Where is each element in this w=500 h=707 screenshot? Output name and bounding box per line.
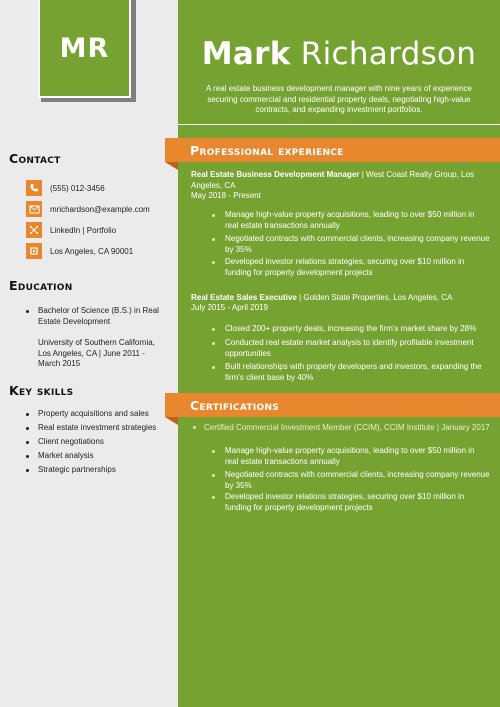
skills-heading: Key skills — [9, 383, 74, 398]
skill-item: Client negotiations — [38, 437, 104, 446]
job-title-line — [191, 293, 481, 304]
job-dates: May 2018 - Present — [191, 191, 261, 200]
bullet-dot — [212, 450, 215, 453]
bullet-dot — [212, 474, 215, 477]
contact-location — [26, 243, 133, 259]
cert-bullet: Developed investor relations strategies, securing over $10 million in funding for property development projects — [225, 492, 465, 512]
banner-fold — [165, 162, 178, 170]
job-title: Real Estate Business Development Manager — [191, 170, 360, 179]
job-bullet: Negotiated contracts with commercial clients, increasing company revenue by 35% — [225, 234, 490, 254]
job-bullet: Conducted real estate market analysis to identify profitable investment opportunities — [225, 338, 474, 358]
network-icon — [26, 222, 42, 238]
bullet-dot — [212, 328, 215, 331]
first-name: Mark — [201, 36, 291, 72]
banner-fold — [165, 417, 178, 425]
job-bullet: Built relationships with property developers and investors, expanding the firm's client base by 40% — [225, 362, 482, 382]
job-title-line — [191, 170, 476, 191]
skill-item: Strategic partnerships — [38, 465, 116, 474]
job-company: | Golden State Properties, Los Angeles, CA — [296, 293, 453, 302]
skill-item: Real estate investment strategies — [38, 423, 157, 432]
bullet-dot — [26, 441, 29, 444]
skill-item: Market analysis — [38, 451, 94, 460]
contact-links — [26, 222, 116, 238]
phone-icon — [26, 180, 42, 196]
certification-item: Certified Commercial Investment Member (CCIM), CCIM Institute | January 2017 — [204, 423, 490, 432]
job-title: Real Estate Sales Executive — [191, 293, 297, 302]
email-text[interactable]: mrichardson@example.com — [50, 204, 150, 214]
job-bullet: Developed investor relations strategies, securing over $10 million in funding for property development projects — [225, 257, 465, 277]
bullet-circle — [193, 426, 196, 429]
bullet-dot — [212, 342, 215, 345]
links-text[interactable]: LinkedIn | Portfolio — [50, 225, 117, 235]
job-company: | West Coast Realty Group, Los Angeles, CA — [191, 170, 474, 190]
location-text: Los Angeles, CA 90001 — [50, 246, 134, 256]
monogram-badge — [38, 0, 131, 98]
header-divider — [178, 124, 500, 125]
cert-bullet: Negotiated contracts with commercial clients, increasing company revenue by 35% — [225, 470, 490, 490]
full-name — [178, 36, 500, 72]
job-bullet: Manage high-value property acquisitions, leading to over $50 million in real estate transactions annually — [225, 210, 475, 230]
contact-email — [26, 201, 150, 217]
contact-heading: Contact — [9, 151, 61, 166]
bullet-dot — [26, 413, 29, 416]
job-dates: July 2015 - April 2019 — [191, 303, 268, 312]
bullet-dot — [212, 366, 215, 369]
skill-item: Property acquisitions and sales — [38, 409, 149, 418]
certifications-heading: Certifications — [190, 398, 280, 413]
bullet-dot — [26, 455, 29, 458]
education-school: University of Southern California, Los Angeles, CA | June 2011 - March 2015 — [38, 338, 155, 368]
bullet-dot — [26, 469, 29, 472]
initials: MR — [59, 32, 110, 64]
education-degree: Bachelor of Science (B.S.) in Real Estate Development — [38, 306, 159, 326]
job-bullet: Closed 200+ property deals, increasing the firm's market share by 28% — [225, 324, 477, 333]
bullet-dot — [26, 310, 29, 313]
contact-phone — [26, 180, 105, 196]
phone-text: (555) 012-3456 — [50, 183, 105, 193]
cert-bullet: Manage high-value property acquisitions, leading to over $50 million in real estate transactions annually — [225, 446, 475, 466]
email-icon — [26, 201, 42, 217]
bullet-dot — [212, 238, 215, 241]
summary: A real estate business development manager with nine years of experience securing commercial and residential property deals, negotiating high-value contracts, and expanding investment portfolios. — [206, 84, 472, 114]
bullet-dot — [26, 427, 29, 430]
education-heading: Education — [9, 278, 73, 293]
experience-heading: Professional experience — [190, 143, 344, 158]
location-icon — [26, 243, 42, 259]
bullet-dot — [212, 261, 215, 264]
bullet-dot — [212, 214, 215, 217]
last-name: Richardson — [300, 36, 477, 72]
bullet-dot — [212, 496, 215, 499]
